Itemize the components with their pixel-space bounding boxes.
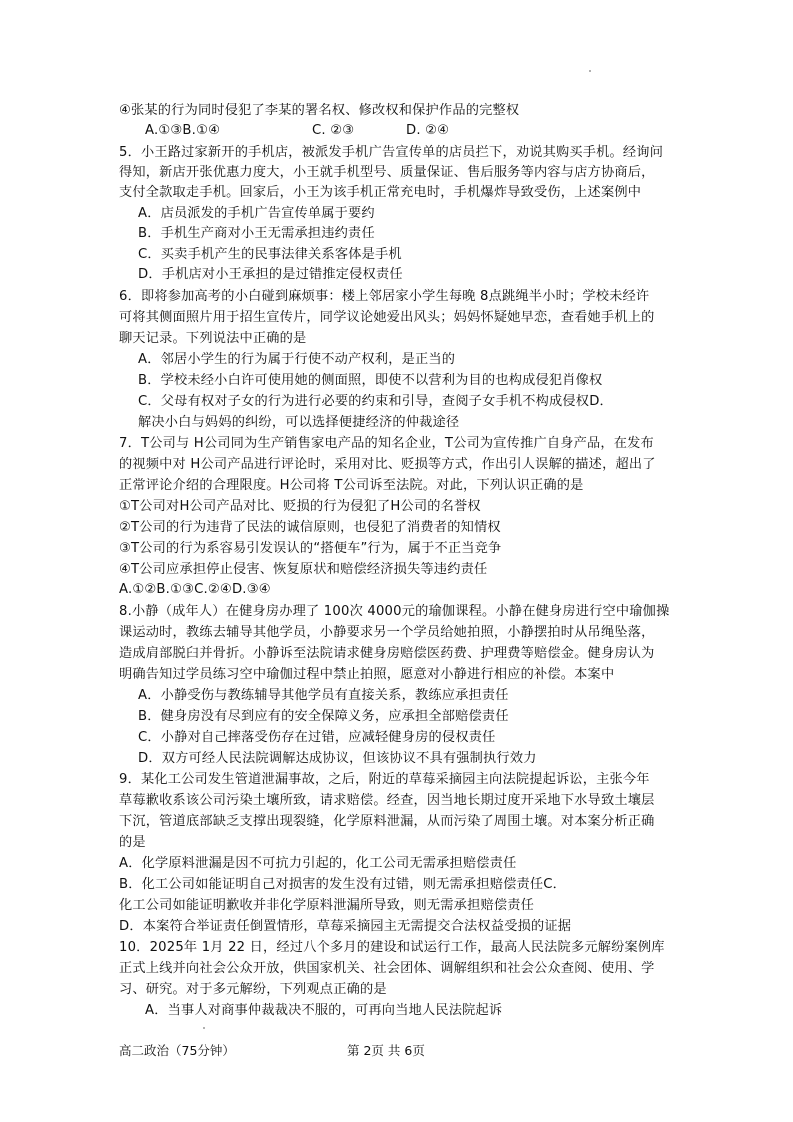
question-7: 7．T公司与 H公司同为生产销售家电产品的知名企业，T公司为宣传推广自身产品，在发布 bbox=[119, 436, 654, 451]
statement-line: ②T公司的行为违背了民法的诚信原则，也侵犯了消费者的知情权 bbox=[119, 520, 501, 535]
statement-line: ①T公司对H公司产品对比、贬损的行为侵犯了H公司的名誉权 bbox=[119, 499, 481, 514]
answer-options: A.①②B.①③C.②④D.③④ bbox=[119, 582, 271, 597]
text-line: 下沉，管道底部缺乏支撑出现裂缝，化学原料泄漏，从而污染了周围土壤。对本案分析正确 bbox=[119, 814, 655, 829]
question-8: 8.小静（成年人）在健身房办理了 100次 4000元的瑜伽课程。小静在健身房进行空中瑜伽操 bbox=[119, 604, 670, 619]
option-line: B．健身房没有尽到应有的安全保障义务，应承担全部赔偿责任 bbox=[138, 709, 509, 724]
statement-line: ③T公司的行为系容易引发误认的“搭便车”行为，属于不正当竞争 bbox=[119, 541, 502, 556]
question-6: 6．即将参加高考的小白碰到麻烦事：楼上邻居家小学生每晚 8点跳绳半小时；学校未经许 bbox=[119, 289, 650, 304]
scan-speck bbox=[203, 1027, 205, 1029]
option-line: C．父母有权对子女的行为进行必要的约束和引导，查阅子女手机不构成侵权D． bbox=[138, 394, 613, 409]
scan-speck bbox=[589, 70, 591, 72]
option-line: A．小静受伤与教练辅导其他学员有直接关系，教练应承担责任 bbox=[138, 688, 509, 703]
answer-option-d: D. ②④ bbox=[406, 123, 450, 138]
question-10: 10．2025年 1月 22 日，经过八个多月的建设和试运行工作，最高人民法院多元解纷案例库 bbox=[119, 940, 665, 955]
question-5: 5．小王路过家新开的手机店，被派发手机广告宣传单的店员拦下，劝说其购买手机。经询问 bbox=[119, 145, 664, 160]
text-line: 的是 bbox=[119, 835, 146, 850]
footer-page-number: 第 2页 共 6页 bbox=[347, 1043, 425, 1058]
footer-subject: 高二政治（75分钟） bbox=[119, 1043, 235, 1058]
answer-option-c: C. ②③ bbox=[312, 123, 355, 138]
text-line: 习、研究。对于多元解纷，下列观点正确的是 bbox=[119, 982, 387, 997]
text-line: 正常评论介绍的合理限度。H公司将 T公司诉至法院。对此，下列认识正确的是 bbox=[119, 478, 584, 493]
text-line: 支付全款取走手机。回家后，小王为该手机正常充电时，手机爆炸导致受伤，上述案例中 bbox=[119, 185, 642, 200]
option-line: B．化工公司如能证明自己对损害的发生没有过错，则无需承担赔偿责任C． bbox=[119, 877, 567, 892]
text-line: 得知，新店开张优惠力度大，小王就手机型号、质量保证、售后服务等内容与店方协商后， bbox=[119, 165, 655, 180]
option-line: B．学校未经小白许可使用她的侧面照，即使不以营利为目的也构成侵犯肖像权 bbox=[138, 373, 603, 388]
option-line: D．手机店对小王承担的是过错推定侵权责任 bbox=[138, 267, 403, 282]
option-line: C．买卖手机产生的民事法律关系客体是手机 bbox=[138, 247, 402, 262]
option-line: C．小静对自己摔落受伤存在过错，应减轻健身房的侵权责任 bbox=[138, 730, 496, 745]
text-line: 正式上线并向社会公众开放，供国家机关、社会团体、调解组织和社会公众查阅、使用、学 bbox=[119, 961, 655, 976]
option-line: 解决小白与妈妈的纠纷，可以选择便捷经济的仲裁途径 bbox=[138, 415, 460, 430]
option-line: D．本案符合举证责任倒置情形，草莓采摘园主无需提交合法权益受损的证据 bbox=[119, 919, 572, 934]
text-line: 明确告知过学员练习空中瑜伽过程中禁止拍照，愿意对小静进行相应的补偿。本案中 bbox=[119, 667, 615, 682]
text-line: 造成肩部脱臼并骨折。小静诉至法院请求健身房赔偿医药费、护理费等赔偿金。健身房认为 bbox=[119, 646, 655, 661]
text-line: 的视频中对 H公司产品进行评论时，采用对比、贬损等方式，作出引人误解的描述，超出了 bbox=[119, 457, 656, 472]
option-line: A．店员派发的手机广告宣传单属于要约 bbox=[138, 206, 375, 221]
option-line: A．邻居小学生的行为属于行使不动产权利，是正当的 bbox=[138, 352, 456, 367]
option-line: D．双方可经人民法院调解达成协议，但该协议不具有强制执行效力 bbox=[138, 751, 537, 766]
option-line: B．手机生产商对小王无需承担违约责任 bbox=[138, 226, 375, 241]
text-line: ④张某的行为同时侵犯了李某的署名权、修改权和保护作品的完整权 bbox=[119, 103, 520, 118]
option-line: A．当事人对商事仲裁裁决不服的，可再向当地人民法院起诉 bbox=[145, 1003, 503, 1018]
text-line: 草莓歉收系该公司污染土壤所致，请求赔偿。经查，因当地长期过度开采地下水导致土壤层 bbox=[119, 793, 655, 808]
option-line: 化工公司如能证明歉收并非化学原料泄漏所导致，则无需承担赔偿责任 bbox=[119, 898, 535, 913]
option-line: A．化学原料泄漏是因不可抗力引起的，化工公司无需承担赔偿责任 bbox=[119, 856, 517, 871]
text-line: 课运动时，教练去辅导其他学员，小静要求另一个学员给她拍照，小静摆拍时从吊绳坠落， bbox=[119, 625, 655, 640]
statement-line: ④T公司应承担停止侵害、恢复原状和赔偿经济损失等违约责任 bbox=[119, 562, 488, 577]
text-line: 聊天记录。下列说法中正确的是 bbox=[119, 331, 307, 346]
question-9: 9．某化工公司发生管道泄漏事故，之后，附近的草莓采摘园主向法院提起诉讼，主张今年 bbox=[119, 772, 650, 787]
text-line: 可将其侧面照片用于招生宣传片，同学议论她爱出风头；妈妈怀疑她早恋，查看她手机上的 bbox=[119, 310, 655, 325]
answer-options-ab: A.①③B.①④ bbox=[145, 123, 221, 138]
